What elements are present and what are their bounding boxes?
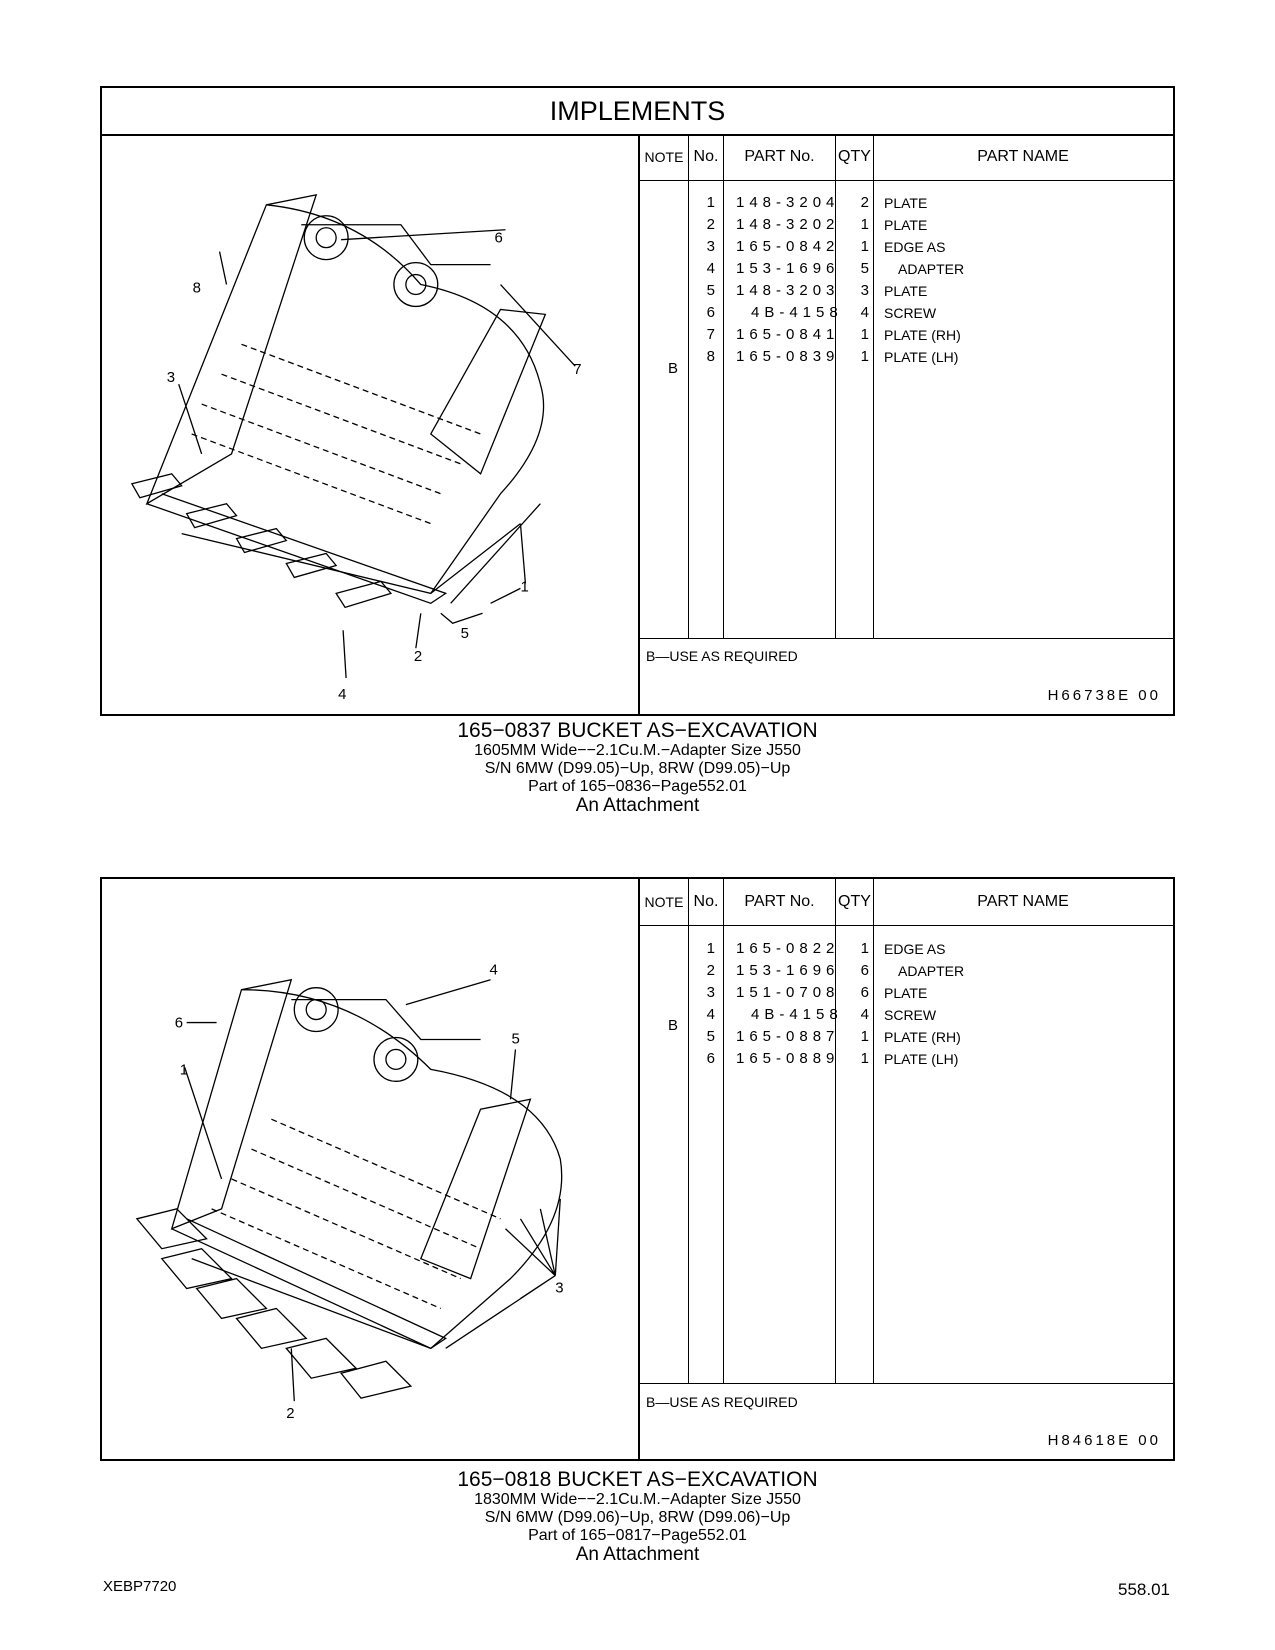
callout-2: 2 (413, 648, 423, 666)
footnote: B—USE AS REQUIRED (646, 1394, 798, 1410)
header-no: No. (693, 148, 719, 165)
document-code: XEBP7720 (103, 1578, 177, 1595)
header-note: NOTE (644, 894, 684, 910)
table-row: 6 4B-4158 4 SCREW (706, 304, 937, 321)
table-row: 5 165-0887 1 PLATE (RH) (706, 1028, 961, 1045)
caption-title: 165−0818 BUCKET AS−EXCAVATION (457, 1468, 818, 1491)
figure-2-caption (100, 1469, 1175, 1565)
table-row: 5 148-3203 3 PLATE (706, 282, 928, 299)
table-row: 2 148-3202 1 PLATE (706, 216, 928, 233)
table-row: 3 165-0842 1 EDGE AS (706, 238, 946, 255)
callout-6: 6 (174, 1014, 184, 1032)
figure-1-illustration (102, 134, 640, 714)
caption-line: Part of 165−0836−Page552.01 (528, 778, 747, 795)
header-note: NOTE (644, 149, 684, 165)
callout-1: 1 (520, 578, 529, 596)
header-qty: QTY (838, 893, 871, 910)
table-row: 3 151-0708 6 PLATE (706, 984, 928, 1001)
figure-2-parts-table (640, 879, 1173, 1459)
bucket-drawing-1 (102, 134, 638, 714)
callout-7: 7 (573, 361, 582, 379)
section-title: IMPLEMENTS (102, 88, 1173, 136)
callout-2: 2 (286, 1405, 295, 1423)
note-b: B (668, 1017, 679, 1034)
figure-2-frame (100, 877, 1175, 1461)
bucket-drawing-2 (102, 879, 638, 1459)
table-row: 4 153-1696 5 ADAPTER (706, 260, 965, 277)
callout-4: 4 (338, 685, 347, 703)
header-part-no: PART No. (744, 148, 815, 165)
callout-4: 4 (489, 961, 498, 979)
table-header-row (640, 134, 1173, 181)
table-row: 8 165-0839 1 PLATE (LH) (706, 348, 959, 365)
table-row: 1 165-0822 1 EDGE AS (706, 940, 946, 957)
header-no: No. (693, 893, 719, 910)
drawing-reference: H66738E 00 (1047, 687, 1161, 704)
drawing-reference: H84618E 00 (1047, 1432, 1161, 1449)
figure-2-illustration (102, 879, 640, 1459)
caption-title: 165−0837 BUCKET AS−EXCAVATION (457, 719, 818, 742)
table-row: 7 165-0841 1 PLATE (RH) (706, 326, 961, 343)
callout-6: 6 (494, 229, 503, 247)
header-part-name: PART NAME (977, 893, 1069, 910)
header-qty: QTY (838, 148, 871, 165)
callout-3: 3 (555, 1279, 564, 1297)
caption-line: 1830MM Wide−−2.1Cu.M.−Adapter Size J550 (474, 1491, 801, 1508)
callout-5: 5 (511, 1030, 520, 1048)
callout-5: 5 (460, 625, 469, 643)
table-row: 4 4B-4158 4 SCREW (706, 1006, 937, 1023)
caption-line: S/N 6MW (D99.06)−Up, 8RW (D99.06)−Up (484, 1509, 791, 1526)
table-row: 6 165-0889 1 PLATE (LH) (706, 1050, 959, 1067)
callout-3: 3 (166, 369, 176, 387)
table-row: 1 148-3204 2 PLATE (706, 194, 928, 211)
caption-line: 1605MM Wide−−2.1Cu.M.−Adapter Size J550 (474, 742, 801, 759)
footnote: B—USE AS REQUIRED (646, 648, 798, 664)
header-part-no: PART No. (744, 893, 815, 910)
header-part-name: PART NAME (977, 148, 1069, 165)
caption-line: S/N 6MW (D99.05)−Up, 8RW (D99.05)−Up (484, 760, 791, 777)
table-header-row (640, 879, 1173, 926)
caption-line: An Attachment (575, 795, 700, 816)
figure-1-caption (100, 720, 1175, 816)
callout-8: 8 (192, 279, 201, 297)
table-row: 2 153-1696 6 ADAPTER (706, 962, 965, 979)
callout-1: 1 (179, 1061, 189, 1079)
figure-1-parts-table (640, 134, 1173, 714)
caption-line: An Attachment (575, 1544, 700, 1565)
page-number: 558.01 (1118, 1580, 1170, 1599)
note-b: B (668, 360, 679, 377)
figure-1-frame (100, 86, 1175, 716)
caption-line: Part of 165−0817−Page552.01 (528, 1527, 747, 1544)
